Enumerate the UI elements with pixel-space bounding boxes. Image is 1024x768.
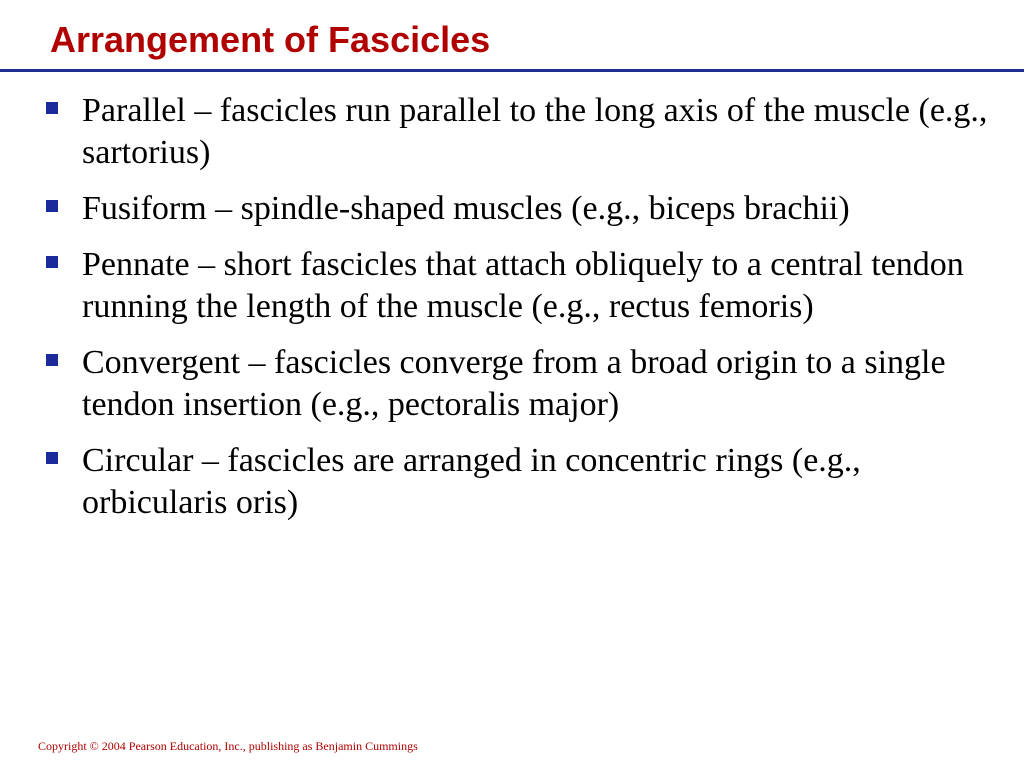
bullet-text: Parallel – fascicles run parallel to the long axis of the muscle (e.g., sartorius) xyxy=(82,92,988,171)
square-bullet-icon xyxy=(46,102,58,114)
bullet-item-circular xyxy=(38,440,998,524)
bullet-item-parallel xyxy=(38,90,998,174)
title-underline xyxy=(0,69,1024,72)
bullet-item-convergent xyxy=(38,342,998,426)
bullet-text: Circular – fascicles are arranged in concentric rings (e.g., orbicularis oris) xyxy=(82,442,861,521)
square-bullet-icon xyxy=(46,354,58,366)
bullet-text: Convergent – fascicles converge from a broad origin to a single tendon insertion (e.g., pectoralis major) xyxy=(82,344,946,423)
square-bullet-icon xyxy=(46,256,58,268)
bullet-item-pennate xyxy=(38,244,998,328)
bullet-item-fusiform xyxy=(38,188,998,230)
square-bullet-icon xyxy=(46,452,58,464)
bullet-text: Pennate – short fascicles that attach obliquely to a central tendon running the length of the muscle (e.g., rectus femoris) xyxy=(82,246,964,325)
copyright-footer: Copyright © 2004 Pearson Education, Inc., publishing as Benjamin Cummings xyxy=(38,739,418,753)
bullet-text: Fusiform – spindle-shaped muscles (e.g., biceps brachii) xyxy=(82,190,850,227)
square-bullet-icon xyxy=(46,200,58,212)
bullet-list xyxy=(38,90,998,538)
slide-title: Arrangement of Fascicles xyxy=(50,19,491,60)
